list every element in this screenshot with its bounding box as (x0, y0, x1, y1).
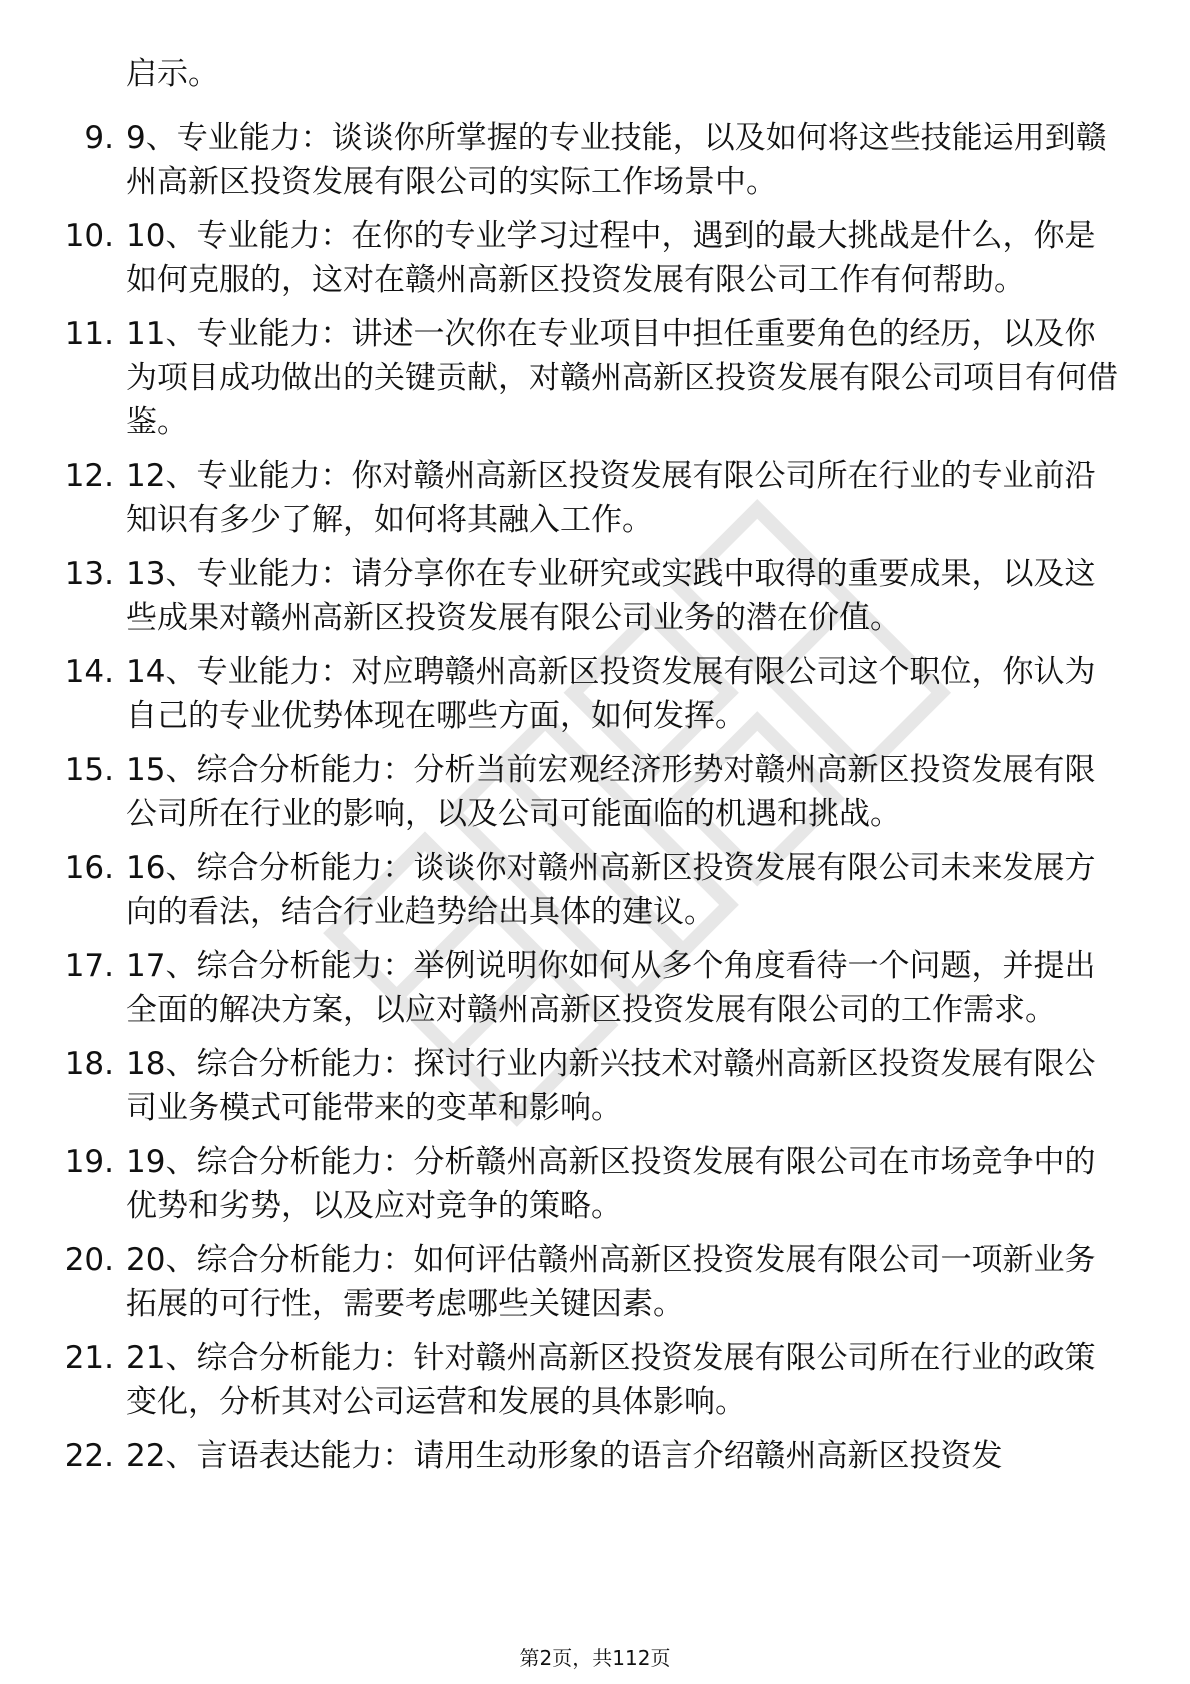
list-item-number: 12. (64, 458, 114, 494)
list-item (0, 116, 1190, 204)
list-item-text: 20、综合分析能力：如何评估赣州高新区投资发展有限公司一项新业务拓展的可行性，需要考虑哪些关键因素。 (126, 1242, 1096, 1322)
question-list (0, 116, 1190, 1532)
list-item (0, 650, 1190, 738)
list-item (0, 944, 1190, 1032)
list-item-number: 21. (64, 1340, 114, 1376)
list-item-number: 9. (84, 120, 114, 156)
list-item-number: 22. (64, 1438, 114, 1474)
list-item-text: 18、综合分析能力：探讨行业内新兴技术对赣州高新区投资发展有限公司业务模式可能带来的变革和影响。 (126, 1046, 1096, 1126)
list-item-text: 13、专业能力：请分享你在专业研究或实践中取得的重要成果，以及这些成果对赣州高新区投资发展有限公司业务的潜在价值。 (126, 556, 1096, 636)
list-item-text: 17、综合分析能力：举例说明你如何从多个角度看待一个问题，并提出全面的解决方案，以应对赣州高新区投资发展有限公司的工作需求。 (126, 948, 1096, 1028)
list-item-text: 21、综合分析能力：针对赣州高新区投资发展有限公司所在行业的政策变化，分析其对公司运营和发展的具体影响。 (126, 1340, 1096, 1420)
list-item (0, 846, 1190, 934)
list-item-number: 13. (64, 556, 114, 592)
list-item (0, 454, 1190, 542)
list-item-number: 10. (64, 218, 114, 254)
list-item-number: 19. (64, 1144, 114, 1180)
continuation-text: 启示。 (126, 56, 219, 92)
list-item-text: 22、言语表达能力：请用生动形象的语言介绍赣州高新区投资发 (126, 1438, 1003, 1474)
list-item-number: 17. (64, 948, 114, 984)
list-item (0, 312, 1190, 444)
list-item-text: 19、综合分析能力：分析赣州高新区投资发展有限公司在市场竞争中的优势和劣势，以及应对竞争的策略。 (126, 1144, 1096, 1224)
list-item-number: 16. (64, 850, 114, 886)
list-item-text: 15、综合分析能力：分析当前宏观经济形势对赣州高新区投资发展有限公司所在行业的影响，以及公司可能面临的机遇和挑战。 (126, 752, 1096, 832)
list-item (0, 1140, 1190, 1228)
list-item (0, 748, 1190, 836)
page-footer: 第2页，共112页 (519, 1646, 671, 1670)
list-item (0, 1336, 1190, 1424)
list-item-number: 20. (64, 1242, 114, 1278)
list-item (0, 552, 1190, 640)
list-item-text: 12、专业能力：你对赣州高新区投资发展有限公司所在行业的专业前沿知识有多少了解，如何将其融入工作。 (126, 458, 1096, 538)
list-item (0, 1434, 1190, 1522)
list-item-text: 9、专业能力：谈谈你所掌握的专业技能，以及如何将这些技能运用到赣州高新区投资发展有限公司的实际工作场景中。 (126, 120, 1107, 200)
list-item (0, 1042, 1190, 1130)
list-item-text: 10、专业能力：在你的专业学习过程中，遇到的最大挑战是什么，你是如何克服的，这对在赣州高新区投资发展有限公司工作有何帮助。 (126, 218, 1096, 298)
list-item (0, 1238, 1190, 1326)
list-item-number: 14. (64, 654, 114, 690)
list-item-text: 16、综合分析能力：谈谈你对赣州高新区投资发展有限公司未来发展方向的看法，结合行业趋势给出具体的建议。 (126, 850, 1096, 930)
list-item (0, 214, 1190, 302)
list-item-text: 14、专业能力：对应聘赣州高新区投资发展有限公司这个职位，你认为自己的专业优势体现在哪些方面，如何发挥。 (126, 654, 1096, 734)
list-item-text: 11、专业能力：讲述一次你在专业项目中担任重要角色的经历，以及你为项目成功做出的关键贡献，对赣州高新区投资发展有限公司项目有何借鉴。 (126, 316, 1118, 440)
list-item-number: 11. (64, 316, 114, 352)
list-item-number: 18. (64, 1046, 114, 1082)
list-item-number: 15. (64, 752, 114, 788)
